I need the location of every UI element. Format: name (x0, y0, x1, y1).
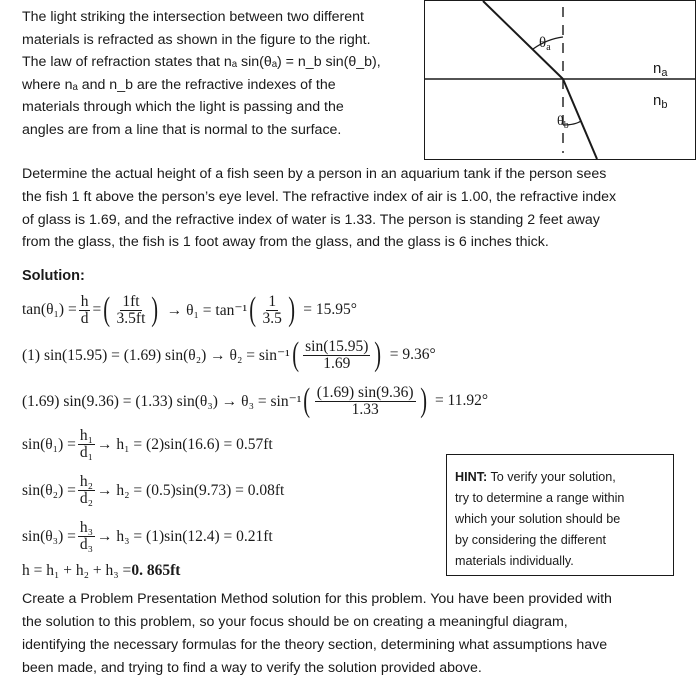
eq4-den: d₁ (79, 444, 94, 461)
equation-h2 (22, 474, 284, 507)
problem-line: from the glass, the fish is 1 foot away from the glass, and the glass is 6 inches thick. (22, 234, 549, 251)
eq1-result: = 15.95° (303, 301, 357, 318)
hint-line: by considering the different (455, 533, 606, 547)
eq3-result: = 11.92° (434, 392, 489, 409)
hint-line: which your solution should be (455, 512, 621, 526)
eq6-rhs: → h₃ = (1)sin(12.4) = 0.21ft (97, 527, 273, 545)
n-b-label: $n_b$ (653, 92, 668, 111)
eq2-lhs: (1) sin(15.95) = (1.69) sin(θ₂) → θ₂ = sin⁻¹ (22, 346, 290, 364)
intro-line: materials is refracted as shown in the figure to the right. (22, 31, 371, 48)
equation-theta2: (1) sin(15.95) = (1.69) sin(θ₂) → θ₂ = sin⁻¹ ( $\frac{\sin(15.95)}{1.69}$ ) = 9.36° (22, 336, 436, 373)
eq6-den: d₃ (79, 536, 94, 553)
eq4-num: h₁ (79, 427, 94, 444)
solution-heading: Solution: (22, 268, 85, 284)
closing-line: been made, and trying to find a way to verify the solution provided above. (22, 660, 482, 676)
equation-tan-theta1: tan(θ₁) = $\frac{h}{d}$ = ( $\frac{1ft}{3.5ft}$ ) → θ₁ = tan⁻¹ ( $\frac{1}{3.5}$ ) = 15.95° (22, 291, 357, 328)
closing-line: the solution to this problem, so your focus should be on creating a meaningful diagram, (22, 614, 568, 630)
eq3-lhs: (1.69) sin(9.36) = (1.33) sin(θ₃) → θ₃ = sin⁻¹ (22, 392, 302, 410)
hint-title: HINT: (455, 470, 488, 484)
eq4-fraction (78, 428, 95, 461)
equation-h1 (22, 428, 273, 461)
problem-line: Determine the actual height of a fish seen by a person in an aquarium tank if the person sees (22, 166, 607, 182)
hint-line: try to determine a range within (455, 491, 625, 505)
eq1-f3-num: 1 (268, 292, 277, 310)
eq1-f2-den: 3.5ft (116, 309, 146, 327)
eq5-num: h₂ (79, 473, 94, 490)
eq1-lhs: tan(θ₁) = (22, 301, 77, 318)
eq2-result: = 9.36° (389, 346, 436, 363)
refracted-ray (563, 79, 597, 159)
equation-theta3: (1.69) sin(9.36) = (1.33) sin(θ₃) → θ₃ = sin⁻¹ ( $\frac{(1.69) \sin(9.36)}{1.33}$ ) = 11.92° (22, 382, 489, 419)
eq1-fraction-h-d (79, 294, 91, 327)
eq6-fraction (78, 520, 95, 553)
closing-line: Create a Problem Presentation Method solution for this problem. You have been provided with (22, 591, 612, 607)
eq7-lhs: h = h₁ + h₂ + h₃ = (22, 562, 132, 579)
eq5-lhs: sin(θ₂) = (22, 481, 76, 499)
equation-total-height (22, 562, 180, 580)
eq2-num: sin(15.95) (305, 337, 369, 355)
eq1-f1-den: d (80, 309, 89, 327)
eq7-result: 0. 865ft (131, 562, 181, 579)
eq1-arrow-part: → θ₁ = tan⁻¹ (166, 301, 248, 319)
intro-line: where nₐ and n_b are the refractive indexes of the (22, 76, 336, 93)
problem-line: of glass is 1.69, and the refractive index of water is 1.33. The person is standing 2 feet away (22, 211, 600, 228)
closing-line: identifying the necessary formulas for the theory section, determining what assumptions have (22, 637, 608, 653)
theta-b-label: $\theta_b$ (557, 114, 569, 131)
refraction-figure (424, 0, 696, 160)
eq6-num: h₃ (79, 519, 94, 536)
intro-line: The light striking the intersection between two different (22, 9, 365, 25)
theta-a-label: $\theta_a$ (539, 35, 551, 53)
hint-line-1 (455, 467, 665, 488)
hint-text: To verify your solution, (487, 470, 616, 484)
hint-line: materials individually. (455, 554, 574, 568)
intro-line: angles are from a line that is normal to the surface. (22, 121, 342, 138)
intro-line: The law of refraction states that nₐ sin(θₐ) = n_b sin(θ_b), (22, 54, 381, 71)
eq2-den: 1.69 (323, 354, 351, 372)
eq5-den: d₂ (79, 490, 94, 507)
eq1-fraction-ratio (261, 294, 284, 327)
eq5-rhs: → h₂ = (0.5)sin(9.73) = 0.08ft (97, 481, 285, 499)
eq4-rhs: → h₁ = (2)sin(16.6) = 0.57ft (97, 435, 273, 453)
eq1-equals: = (92, 301, 102, 318)
eq1-fraction-ft (115, 294, 148, 327)
instructions-text (22, 588, 690, 680)
eq4-lhs: sin(θ₁) = (22, 435, 76, 453)
eq3-fraction (315, 385, 416, 418)
equation-h3 (22, 520, 273, 553)
eq3-den: 1.33 (351, 400, 379, 418)
n-a-label: $n_a$ (653, 60, 668, 79)
problem-statement (22, 163, 682, 254)
eq6-lhs: sin(θ₃) = (22, 527, 76, 545)
eq1-f1-num: h (80, 292, 89, 310)
eq5-fraction (78, 474, 95, 507)
eq3-num: (1.69) sin(9.36) (316, 383, 414, 401)
hint-box (446, 454, 674, 576)
intro-text (22, 6, 420, 142)
eq1-f2-num: 1ft (122, 292, 140, 310)
eq1-f3-den: 3.5 (262, 309, 282, 327)
intro-line: materials through which the light is passing and the (22, 99, 344, 116)
refraction-diagram (425, 1, 695, 159)
eq2-fraction (303, 339, 370, 372)
problem-line: the fish 1 ft above the person’s eye level. The refractive index of air is 1.00, the refractive index (22, 188, 617, 205)
